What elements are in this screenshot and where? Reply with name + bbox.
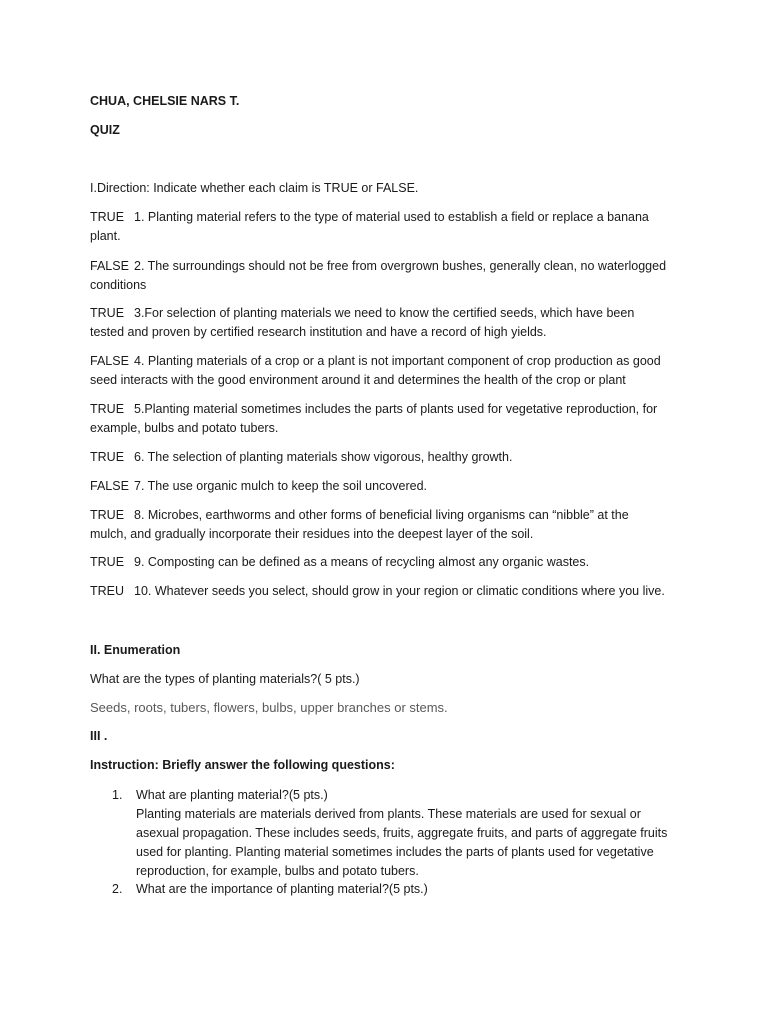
section3-instruction: Instruction: Briefly answer the following questions: — [90, 758, 395, 772]
tf-answer: TRUE — [90, 555, 125, 569]
tf-item-2 — [90, 257, 680, 295]
tf-item-5 — [90, 400, 680, 438]
tf-item-7 — [90, 477, 680, 496]
tf-statement: 3.For selection of planting materials we need to know the certified seeds, which have been — [134, 306, 635, 320]
tf-item-4 — [90, 352, 680, 390]
tf-statement-cont: plant. — [90, 229, 121, 243]
tf-item-6 — [90, 448, 680, 467]
tf-item-8 — [90, 506, 680, 544]
tf-statement: 1. Planting material refers to the type of material used to establish a field or replace a banana — [134, 210, 649, 224]
tf-answer: TREU — [90, 584, 125, 598]
tf-statement-cont: tested and proven by certified research institution and have a record of high yields. — [90, 325, 547, 339]
tf-answer: TRUE — [90, 402, 125, 416]
tf-answer: FALSE — [90, 479, 129, 493]
tf-item-1 — [90, 208, 680, 246]
tf-statement: 10. Whatever seeds you select, should grow in your region or climatic conditions where you live. — [134, 584, 665, 598]
question-text: What are planting material?(5 pts.) — [136, 788, 328, 802]
section3-heading: III . — [90, 729, 108, 743]
section2-answer: Seeds, roots, tubers, flowers, bulbs, upper branches or stems. — [90, 700, 448, 715]
tf-statement: 6. The selection of planting materials show vigorous, healthy growth. — [134, 450, 513, 464]
section2-question: What are the types of planting materials?( 5 pts.) — [90, 672, 360, 686]
quiz-title: QUIZ — [90, 123, 120, 137]
tf-statement-cont: seed interacts with the good environment around it and determines the health of the crop or plant — [90, 373, 626, 387]
tf-answer: FALSE — [90, 259, 129, 273]
answer-line-3: used for planting. Planting material sometimes includes the parts of plants used for vegetative — [136, 845, 654, 859]
tf-answer: TRUE — [90, 210, 125, 224]
tf-item-9 — [90, 553, 680, 572]
tf-answer: TRUE — [90, 508, 125, 522]
answer-line-1: Planting materials are materials derived from plants. These materials are used for sexual or — [136, 807, 641, 821]
tf-item-3 — [90, 304, 680, 342]
tf-statement: 7. The use organic mulch to keep the soil uncovered. — [134, 479, 427, 493]
tf-answer: TRUE — [90, 450, 125, 464]
question-number: 2. — [112, 882, 123, 896]
tf-statement-cont: mulch, and gradually incorporate their residues into the deepest layer of the soil. — [90, 527, 534, 541]
student-name: CHUA, CHELSIE NARS T. — [90, 94, 240, 108]
tf-statement: 2. The surroundings should not be free from overgrown bushes, generally clean, no waterlogged — [134, 259, 667, 273]
section2-heading: II. Enumeration — [90, 643, 181, 657]
answer-line-2: asexual propagation. These includes seeds, fruits, aggregate fruits, and parts of aggregate fruits — [136, 826, 668, 840]
tf-answer: FALSE — [90, 354, 129, 368]
tf-statement: 4. Planting materials of a crop or a plant is not important component of crop production as good — [134, 354, 661, 368]
tf-statement-cont: example, bulbs and potato tubers. — [90, 421, 279, 435]
tf-statement-cont: conditions — [90, 278, 147, 292]
section1-direction: I.Direction: Indicate whether each claim is TRUE or FALSE. — [90, 181, 419, 195]
question-number: 1. — [112, 788, 123, 802]
tf-statement: 5.Planting material sometimes includes the parts of plants used for vegetative reproduction, for — [134, 402, 658, 416]
tf-statement: 9. Composting can be defined as a means of recycling almost any organic wastes. — [134, 555, 590, 569]
answer-line-4: reproduction, for example, bulbs and potato tubers. — [136, 864, 419, 878]
tf-statement: 8. Microbes, earthworms and other forms of beneficial living organisms can “nibble” at the — [134, 508, 629, 522]
tf-item-10 — [90, 582, 680, 601]
question-text: What are the importance of planting material?(5 pts.) — [136, 882, 428, 896]
tf-answer: TRUE — [90, 306, 125, 320]
